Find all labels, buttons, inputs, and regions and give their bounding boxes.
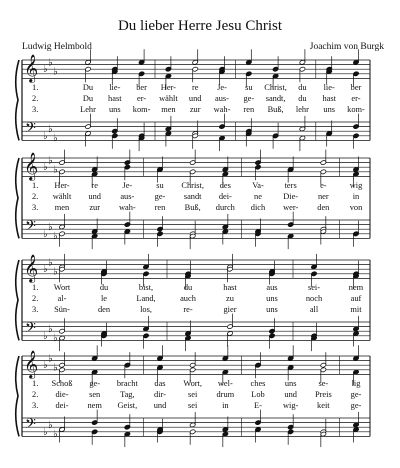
- flat-sign-icon: ♭: [43, 330, 48, 342]
- lyric-syllable: ge-: [154, 192, 166, 201]
- verse-number: 2.: [32, 390, 39, 399]
- lyric-syllable: ner: [317, 192, 329, 201]
- lyric-syllable: sandt: [183, 192, 202, 201]
- lyric-syllable: sandt,: [265, 94, 286, 103]
- system-1: [16, 49, 370, 151]
- lyric-syllable: bracht: [116, 379, 138, 388]
- treble-clef-icon: 𝄞: [24, 350, 39, 378]
- lyric-syllable: lie-: [109, 83, 121, 92]
- lyric-syllable: ren: [243, 105, 255, 114]
- lyric-syllable: und: [188, 94, 202, 103]
- treble-clef-icon: 𝄞: [24, 152, 39, 180]
- lyric-syllable: Christ,: [181, 181, 204, 190]
- lyric-syllable: re: [91, 181, 98, 190]
- lyric-syllable: aus: [266, 283, 278, 292]
- lyric-syllable: zur: [189, 105, 201, 114]
- lyric-syllable: du: [99, 283, 109, 292]
- lyric-syllable: uns: [284, 379, 297, 388]
- lyric-syllable: ches: [250, 379, 266, 388]
- flat-sign-icon: ♭: [53, 362, 58, 374]
- lyric-syllable: all: [309, 305, 319, 314]
- system-4: [16, 345, 370, 447]
- lyric-syllable: ge-: [89, 379, 101, 388]
- verse-number: 3.: [32, 105, 39, 114]
- lyric-syllable: in: [352, 192, 360, 201]
- lyric-syllable: keit: [317, 401, 330, 410]
- lyric-syllable: wählt: [52, 192, 72, 201]
- lyric-syllable: ber: [350, 83, 362, 92]
- lyric-syllable: Preis: [314, 390, 332, 399]
- lyric-syllable: sen: [89, 390, 101, 399]
- lyric-syllable: Va-: [252, 181, 264, 190]
- flat-sign-icon: ♭: [48, 353, 53, 365]
- flat-sign-icon: ♭: [43, 228, 48, 240]
- flat-sign-icon: ♭: [53, 333, 58, 345]
- lyric-syllable: bist,: [138, 283, 154, 292]
- lyric-syllable: su: [245, 83, 253, 92]
- lyric-syllable: kom-: [347, 105, 365, 114]
- lyric-syllable: und: [88, 192, 101, 201]
- lyric-syllable: dich: [250, 203, 266, 212]
- lyric-syllable: ge-: [350, 401, 362, 410]
- lyric-syllable: lie-: [323, 83, 335, 92]
- brace: [16, 356, 19, 436]
- flat-sign-icon: ♭: [48, 257, 53, 269]
- lyric-syllable: Tag,: [120, 390, 135, 399]
- lyric-syllable: E-: [254, 401, 262, 410]
- verse-number: 1.: [32, 283, 39, 292]
- lyric-syllable: ters: [284, 181, 297, 190]
- lyric-syllable: auf: [350, 294, 362, 303]
- flat-sign-icon: ♭: [48, 221, 53, 233]
- lyric-syllable: re-: [183, 305, 193, 314]
- lyric-syllable: uns: [108, 105, 121, 114]
- lyric-syllable: Land,: [136, 294, 156, 303]
- lyric-syllable: kom-: [132, 105, 151, 114]
- lyric-syllable: wig: [349, 181, 363, 190]
- flat-sign-icon: ♭: [43, 360, 48, 372]
- lyric-syllable: wel-: [217, 379, 233, 388]
- lyric-syllable: dir-: [154, 390, 166, 399]
- lyric-syllable: des: [219, 181, 231, 190]
- lyric-syllable: ren: [154, 203, 166, 212]
- lyric-syllable: Christ,: [264, 83, 287, 92]
- brace: [16, 260, 19, 340]
- lyric-syllable: du: [298, 94, 307, 103]
- lyric-syllable: noch: [305, 294, 323, 303]
- lyric-syllable: ber: [136, 83, 147, 92]
- lyric-syllable: wah-: [118, 203, 136, 212]
- lyric-syllable: in: [222, 401, 229, 410]
- lyric-syllable: die-: [55, 390, 69, 399]
- flat-sign-icon: ♭: [53, 266, 58, 278]
- lyric-syllable: Geist,: [117, 401, 138, 410]
- flat-sign-icon: ♭: [43, 64, 48, 76]
- lyric-syllable: Buß,: [267, 105, 284, 114]
- lyric-syllable: se-: [318, 379, 329, 388]
- flat-sign-icon: ♭: [48, 323, 53, 335]
- lyric-syllable: lehr: [295, 105, 309, 114]
- lyric-syllable: Her-: [160, 83, 176, 92]
- flat-sign-icon: ♭: [53, 133, 58, 145]
- lyric-syllable: aus-: [120, 192, 135, 201]
- lyric-syllable: Je-: [122, 181, 133, 190]
- lyric-syllable: wig-: [282, 401, 299, 410]
- bass-clef-icon: 𝄢: [25, 120, 36, 140]
- lyric-syllable: ge-: [350, 390, 362, 399]
- lyric-syllable: hast: [108, 94, 122, 103]
- treble-clef-icon: 𝄞: [24, 54, 39, 82]
- verse-number: 2.: [32, 192, 39, 201]
- lyric-syllable: uns: [266, 305, 278, 314]
- lyric-syllable: sei: [188, 401, 198, 410]
- composer-credit: Joachim von Burgk: [309, 42, 384, 52]
- bass-clef-icon: 𝄢: [25, 416, 36, 436]
- flat-sign-icon: ♭: [43, 130, 48, 142]
- lyric-syllable: sei: [188, 390, 198, 399]
- flat-sign-icon: ♭: [53, 231, 58, 243]
- lyric-syllable: von: [349, 203, 363, 212]
- flat-sign-icon: ♭: [48, 57, 53, 69]
- lyric-syllable: Lehr: [80, 105, 96, 114]
- lyric-syllable: Sün-: [54, 305, 70, 314]
- verse-number: 3.: [32, 203, 39, 212]
- lyric-syllable: zu: [226, 294, 234, 303]
- lyric-syllable: er-: [351, 94, 361, 103]
- lyric-syllable: hast: [322, 94, 336, 103]
- lyric-syllable: du: [183, 283, 193, 292]
- lyric-syllable: dei-: [218, 192, 232, 201]
- lyric-syllable: dei-: [55, 401, 69, 410]
- lyric-syllable: Du: [82, 94, 94, 103]
- lyric-syllable: re: [191, 83, 199, 92]
- lyric-syllable: men: [54, 203, 70, 212]
- flat-sign-icon: ♭: [43, 162, 48, 174]
- lyric-syllable: ne: [254, 192, 262, 201]
- lyric-syllable: den: [97, 305, 111, 314]
- lyric-syllable: Lob: [251, 390, 265, 399]
- lyric-syllable: men: [161, 105, 176, 114]
- flat-sign-icon: ♭: [48, 155, 53, 167]
- lyric-syllable: Wort: [53, 283, 71, 292]
- lyric-syllable: Buß,: [184, 203, 201, 212]
- system-3: [16, 254, 370, 351]
- brace: [16, 158, 19, 238]
- bass-clef-icon: 𝄢: [25, 320, 36, 340]
- lyric-syllable: gier: [223, 305, 237, 314]
- lyric-syllable: du: [298, 83, 307, 92]
- verse-number: 1.: [32, 83, 39, 92]
- flat-sign-icon: ♭: [48, 419, 53, 431]
- lyric-syllable: hast: [223, 283, 237, 292]
- lyric-syllable: su: [156, 181, 164, 190]
- lyric-syllable: auch: [180, 294, 196, 303]
- lyric-syllable: los,: [140, 305, 152, 314]
- verse-number: 3.: [32, 305, 39, 314]
- flat-sign-icon: ♭: [43, 426, 48, 438]
- lyric-syllable: wählt: [159, 94, 178, 103]
- lyric-syllable: den: [317, 203, 330, 212]
- lyric-syllable: sei-: [307, 283, 321, 292]
- lyric-syllable: mit: [350, 305, 362, 314]
- lyric-syllable: le: [100, 294, 108, 303]
- lyric-syllable: Wort,: [183, 379, 202, 388]
- lyric-syllable: uns: [323, 105, 336, 114]
- lyric-syllable: Du: [82, 83, 94, 92]
- verse-number: 2.: [32, 294, 39, 303]
- lyricist-credit: Ludwig Helmbold: [22, 42, 92, 52]
- brace: [16, 60, 19, 140]
- verse-number: 3.: [32, 401, 39, 410]
- lyric-syllable: und: [284, 390, 297, 399]
- lyric-syllable: lig: [351, 379, 361, 388]
- hymn-title: Du lieber Herre Jesu Christ: [117, 18, 283, 34]
- verse-number: 2.: [32, 94, 39, 103]
- verse-number: 1.: [32, 379, 39, 388]
- lyric-syllable: er-: [137, 94, 147, 103]
- lyric-syllable: aus-: [215, 94, 229, 103]
- lyric-syllable: uns: [266, 294, 278, 303]
- lyric-syllable: Schoß: [51, 379, 73, 388]
- lyric-syllable: drum: [216, 390, 235, 399]
- lyric-syllable: durch: [215, 203, 235, 212]
- flat-sign-icon: ♭: [53, 66, 58, 78]
- flat-sign-icon: ♭: [48, 123, 53, 135]
- treble-clef-icon: 𝄞: [24, 254, 39, 282]
- lyric-syllable: nem: [87, 401, 102, 410]
- lyric-syllable: und: [153, 401, 167, 410]
- lyric-syllable: Je-: [217, 83, 227, 92]
- lyric-syllable: zur: [89, 203, 101, 212]
- flat-sign-icon: ♭: [43, 264, 48, 276]
- lyric-syllable: ge-: [243, 94, 255, 103]
- lyric-syllable: al-: [57, 294, 67, 303]
- flat-sign-icon: ♭: [53, 429, 58, 441]
- lyric-syllable: nem: [348, 283, 364, 292]
- lyric-syllable: das: [154, 379, 166, 388]
- lyric-syllable: Die-: [283, 192, 299, 201]
- lyric-syllable: wah-: [213, 105, 231, 114]
- system-2: [16, 150, 370, 250]
- verse-number: 1.: [32, 181, 39, 190]
- lyric-syllable: Her-: [54, 181, 70, 190]
- flat-sign-icon: ♭: [53, 164, 58, 176]
- lyric-syllable: e-: [320, 181, 327, 190]
- lyric-syllable: wer-: [283, 203, 299, 212]
- bass-clef-icon: 𝄢: [25, 218, 36, 238]
